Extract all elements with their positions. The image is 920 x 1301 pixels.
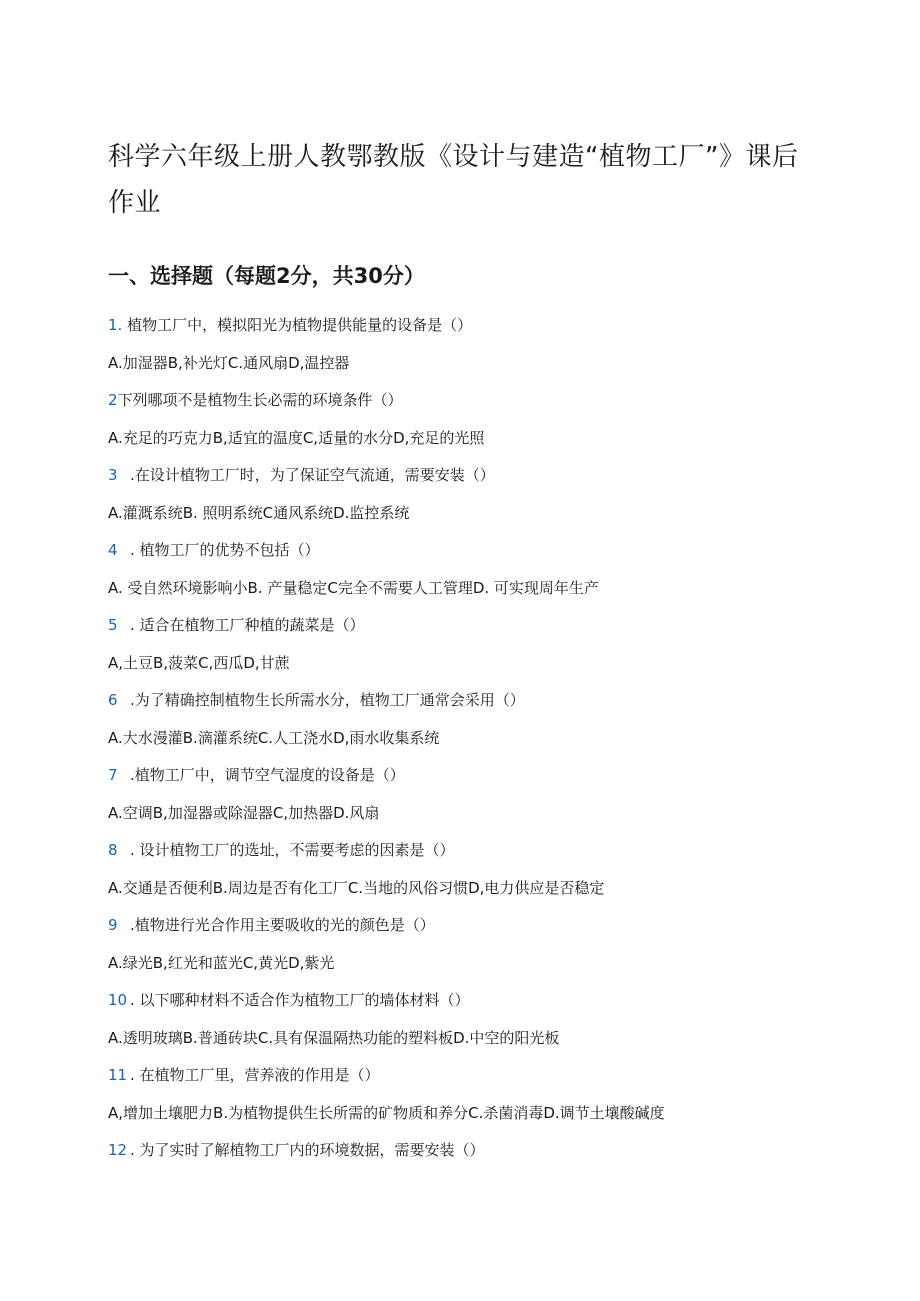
question-7-options: A.空调B,加湿器或除湿器C,加热器D.风扇	[108, 803, 380, 822]
question-stem: .为了精确控制植物生长所需水分，植物工厂通常会采用（）	[130, 691, 525, 709]
question-3	[108, 460, 828, 498]
question-3-options: A.灌溉系统B. 照明系统C通风系统D.监控系统	[108, 503, 410, 522]
question-stem: . 适合在植物工厂种植的蔬菜是（）	[130, 616, 365, 634]
question-2-options: A.充足的巧克力B,适宜的温度C,适量的水分D,充足的光照	[108, 428, 485, 447]
question-stem: . 植物工厂的优势不包括（）	[130, 541, 320, 559]
document-title: 科学六年级上册人教鄂教版《设计与建造“植物工厂”》课后作业	[108, 142, 799, 218]
question-stem: . 以下哪种材料不适合作为植物工厂的墙体材料（）	[130, 991, 470, 1009]
question-number: 9	[108, 916, 118, 934]
question-stem: . 为了实时了解植物工厂内的环境数据，需要安装（）	[130, 1141, 485, 1159]
question-10	[108, 985, 828, 1023]
section-heading: 一、选择题（每题2分，共30分）	[108, 264, 425, 288]
question-6-options: A.大水漫灌B.滴灌系统C.人工浇水D,雨水收集系统	[108, 728, 440, 747]
question-8	[108, 835, 828, 873]
question-number: 4	[108, 541, 118, 559]
question-9	[108, 910, 828, 948]
question-9-options: A.绿光B,红光和蓝光C,黄光D,紫光	[108, 953, 335, 972]
question-4	[108, 535, 828, 573]
question-12	[108, 1135, 828, 1173]
question-stem: .在设计植物工厂时，为了保证空气流通，需要安装（）	[130, 466, 495, 484]
question-stem: . 设计植物工厂的选址，不需要考虑的因素是（）	[130, 841, 455, 859]
question-number: 11	[108, 1066, 128, 1084]
question-4-options: A. 受自然环境影响小B. 产量稳定C完全不需要人工管理D. 可实现周年生产	[108, 578, 599, 597]
question-number: 6	[108, 691, 118, 709]
question-number: 5	[108, 616, 118, 634]
question-8-options: A.交通是否便利B.周边是否有化工厂C.当地的风俗习惯D,电力供应是否稳定	[108, 878, 605, 897]
question-6	[108, 685, 828, 723]
question-number: 8	[108, 841, 118, 859]
question-number: 7	[108, 766, 118, 784]
question-10-options: A.透明玻璃B.普通砖块C.具有保温隔热功能的塑料板D.中空的阳光板	[108, 1028, 560, 1047]
question-stem: .植物进行光合作用主要吸收的光的颜色是（）	[130, 916, 435, 934]
question-stem: 植物工厂中，模拟阳光为植物提供能量的设备是（）	[122, 316, 473, 334]
question-number: 12	[108, 1141, 128, 1159]
question-1-options: A.加湿器B,补光灯C.通风扇D,温控器	[108, 353, 350, 372]
question-stem: . 在植物工厂里，营养液的作用是（）	[130, 1066, 380, 1084]
question-5	[108, 610, 828, 648]
question-1	[108, 310, 828, 348]
question-number: 2	[108, 391, 118, 409]
question-7	[108, 760, 828, 798]
question-number: 10	[108, 991, 128, 1009]
question-list	[108, 310, 828, 1173]
question-stem: 下列哪项不是植物生长必需的环境条件（）	[117, 391, 403, 409]
question-number: 1.	[108, 316, 123, 334]
question-5-options: A,土豆B,菠菜C,西瓜D,甘蔗	[108, 653, 290, 672]
question-stem: .植物工厂中，调节空气湿度的设备是（）	[130, 766, 405, 784]
question-11-options: A,增加土壤肥力B.为植物提供生长所需的矿物质和养分C.杀菌消毒D.调节土壤酸碱度	[108, 1103, 665, 1122]
question-11	[108, 1060, 828, 1098]
question-2	[108, 385, 828, 423]
question-number: 3	[108, 466, 118, 484]
